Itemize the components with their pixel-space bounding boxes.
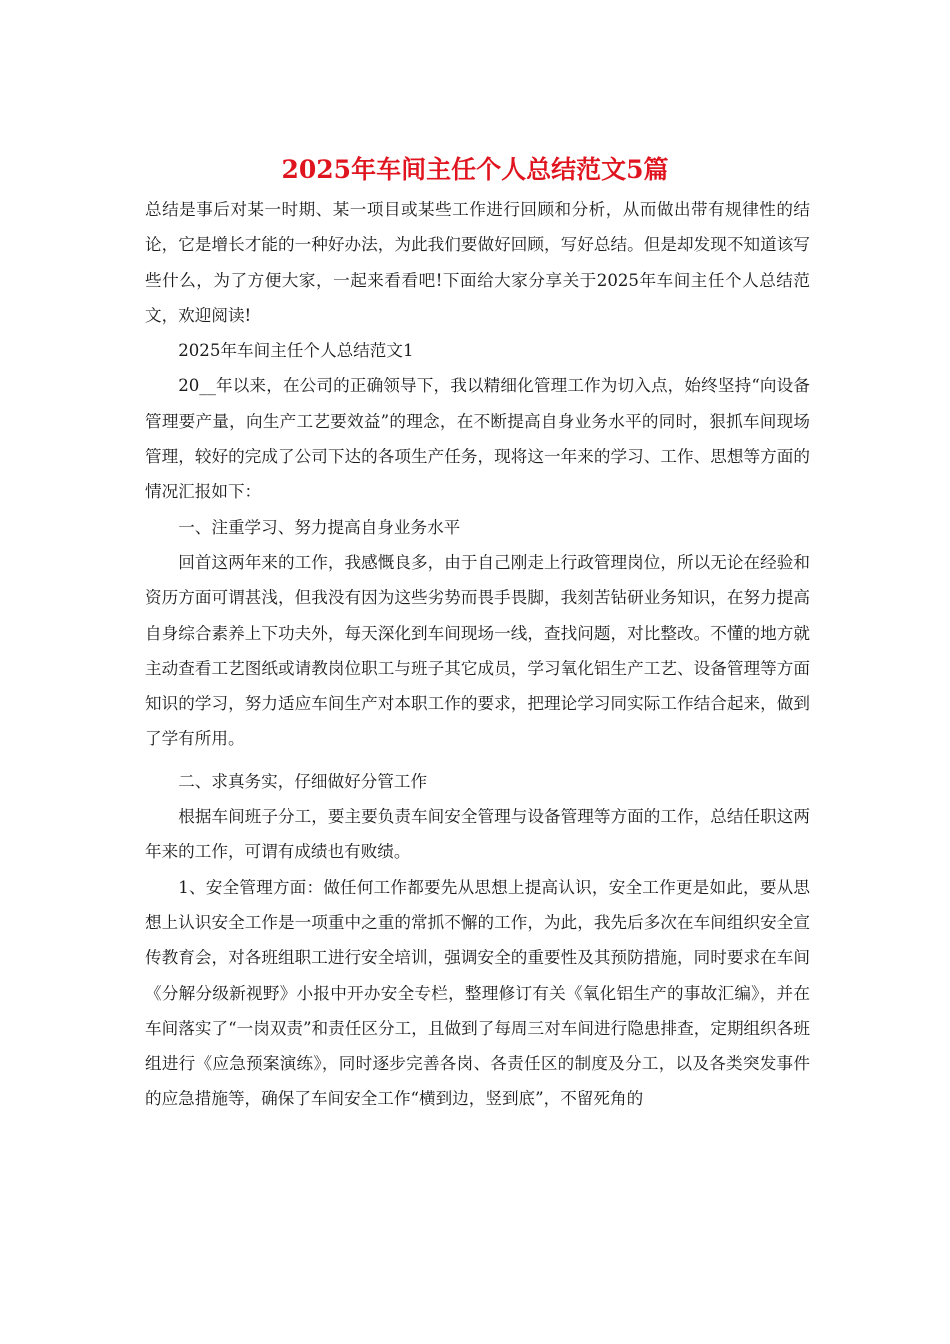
document-body [145,192,810,1117]
paragraph-division: 根据车间班子分工，要主要负责车间安全管理与设备管理等方面的工作，总结任职这两年来的工作，可谓有成绩也有败绩。 [145,807,810,862]
section-heading-article-1: 2025年车间主任个人总结范文1 [178,341,414,361]
paragraph-safety: 1、安全管理方面：做任何工作都要先从思想上提高认识，安全工作更是如此，要从思想上认识安全工作是一项重中之重的常抓不懈的工作，为此，我先后多次在车间组织安全宣传教育会，对各班组职工进行安全培训，强调安全的重要性及其预防措施，同时要求在车间《分解分级新视野》小报中开办安全专栏，整理修订有关《氧化铝生产的事故汇编》，并在车间落实了“一岗双责”和责任区分工，且做到了每周三对车间进行隐患排查，定期组织各班组进行《应急预案演练》，同时逐步完善各岗、各责任区的制度及分工，以及各类突发事件的应急措施等，确保了车间安全工作“横到边，竖到底”，不留死角的 [145,877,810,1109]
paragraph-overview: 20__年以来，在公司的正确领导下，我以精细化管理工作为切入点，始终坚持“向设备管理要产量，向生产工艺要效益”的理念，在不断提高自身业务水平的同时，狠抓车间现场管理，较好的完成了公司下达的各项生产任务，现将这一年来的学习、工作、思想等方面的情况汇报如下： [145,376,810,502]
section-heading-1: 一、注重学习、努力提高自身业务水平 [178,517,461,537]
document-title: 2025年车间主任个人总结范文5篇 [281,155,669,184]
intro-paragraph: 总结是事后对某一时期、某一项目或某些工作进行回顾和分析，从而做出带有规律性的结论，它是增长才能的一种好办法，为此我们要做好回顾，写好总结。但是却发现不知道该写些什么，为了方便大家，一起来看看吧!下面给大家分享关于2025年车间主任个人总结范文，欢迎阅读! [145,200,810,325]
paragraph-study: 回首这两年来的工作，我感慨良多，由于自己刚走上行政管理岗位，所以无论在经验和资历方面可谓甚浅，但我没有因为这些劣势而畏手畏脚，我刻苦钻研业务知识，在努力提高自身综合素养上下功夫外，每天深化到车间现场一线，查找问题，对比整改。不懂的地方就主动查看工艺图纸或请教岗位职工与班子其它成员，学习氧化铝生产工艺、设备管理等方面知识的学习，努力适应车间生产对本职工作的要求，把理论学习同实际工作结合起来，做到了学有所用。 [145,552,810,749]
section-heading-2: 二、求真务实，仔细做好分管工作 [178,771,428,791]
